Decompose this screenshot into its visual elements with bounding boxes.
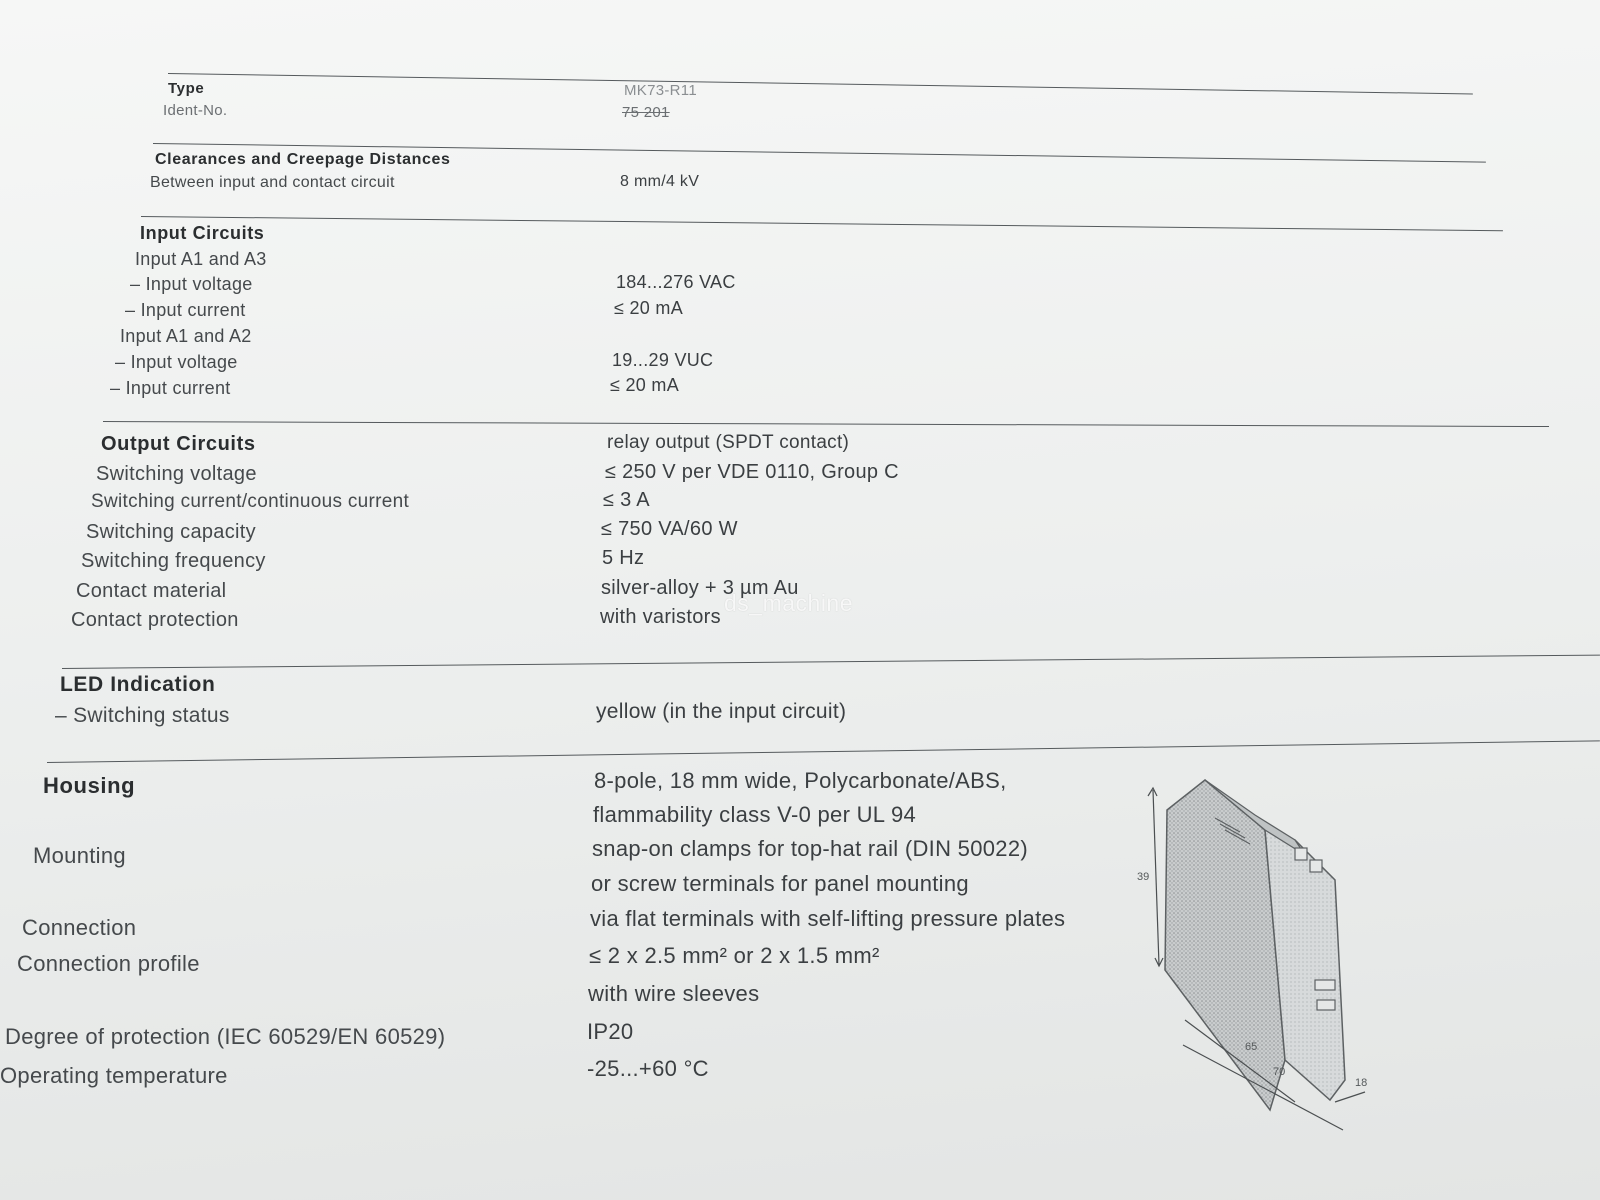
type-label: Type bbox=[168, 80, 205, 97]
output-row-value: with varistors bbox=[600, 606, 721, 628]
output-heading: Output Circuits bbox=[101, 433, 256, 455]
dim-height-line bbox=[1153, 790, 1159, 965]
dim-depth-inner-label: 65 bbox=[1245, 1041, 1258, 1053]
output-row-label: Switching capacity bbox=[86, 521, 256, 543]
mounting-value-1: snap-on clamps for top-hat rail (DIN 50022) bbox=[592, 836, 1028, 861]
divider-housing bbox=[47, 740, 1600, 763]
protection-value: IP20 bbox=[587, 1019, 634, 1044]
divider-output bbox=[103, 421, 1549, 427]
input-group1-label: Input A1 and A3 bbox=[135, 249, 267, 269]
output-row-label: Switching voltage bbox=[96, 463, 257, 485]
input-group2-current-label: – Input current bbox=[110, 378, 231, 398]
input-group1-voltage-value: 184...276 VAC bbox=[616, 272, 736, 292]
connection-profile-value-2: with wire sleeves bbox=[588, 981, 760, 1006]
output-row-value: ≤ 3 A bbox=[603, 489, 650, 511]
output-row-value: silver-alloy + 3 µm Au bbox=[601, 577, 799, 599]
mounting-label: Mounting bbox=[33, 843, 126, 868]
connection-profile-label: Connection profile bbox=[17, 951, 200, 976]
output-row-value: 5 Hz bbox=[602, 547, 645, 569]
input-heading: Input Circuits bbox=[140, 223, 265, 243]
protection-label: Degree of protection (IEC 60529/EN 60529) bbox=[5, 1024, 446, 1049]
input-group2-current-value: ≤ 20 mA bbox=[610, 375, 680, 395]
housing-value-1: 8-pole, 18 mm wide, Polycarbonate/ABS, bbox=[594, 768, 1007, 793]
clearances-row-label: Between input and contact circuit bbox=[150, 174, 395, 191]
housing-dimension-drawing bbox=[1137, 780, 1405, 1140]
output-row-value: ≤ 250 V per VDE 0110, Group C bbox=[605, 461, 899, 483]
temperature-label: Operating temperature bbox=[0, 1063, 228, 1088]
output-row-label: Contact protection bbox=[71, 609, 239, 631]
led-row-value: yellow (in the input circuit) bbox=[596, 700, 847, 723]
housing-value-2: flammability class V-0 per UL 94 bbox=[593, 802, 917, 827]
divider-led bbox=[62, 655, 1600, 669]
divider-top bbox=[168, 73, 1473, 94]
input-group2-label: Input A1 and A2 bbox=[120, 326, 252, 346]
ident-value: 75 201 bbox=[622, 104, 670, 121]
input-group1-current-label: – Input current bbox=[125, 300, 246, 320]
housing-heading: Housing bbox=[43, 773, 136, 798]
input-group2-voltage-label: – Input voltage bbox=[115, 352, 238, 372]
connection-label: Connection bbox=[22, 915, 137, 940]
dim-depth-outer-label: 70 bbox=[1273, 1066, 1286, 1078]
mounting-value-2: or screw terminals for panel mounting bbox=[591, 871, 969, 896]
output-row-label: Switching frequency bbox=[81, 550, 266, 572]
dim-height-label: 39 bbox=[1137, 871, 1150, 883]
ident-label: Ident-No. bbox=[163, 102, 228, 119]
connection-value: via flat terminals with self-lifting pressure plates bbox=[590, 906, 1066, 931]
led-row-label: – Switching status bbox=[55, 704, 230, 727]
watermark: ds_machine bbox=[724, 590, 854, 616]
temperature-value: -25...+60 °C bbox=[587, 1056, 709, 1081]
clearances-row-value: 8 mm/4 kV bbox=[620, 173, 700, 190]
clearances-heading: Clearances and Creepage Distances bbox=[155, 151, 451, 168]
dim-width-label: 18 bbox=[1355, 1077, 1368, 1089]
input-group1-current-value: ≤ 20 mA bbox=[614, 298, 684, 318]
output-heading-value: relay output (SPDT contact) bbox=[607, 432, 850, 453]
output-row-value: ≤ 750 VA/60 W bbox=[601, 518, 738, 540]
led-heading: LED Indication bbox=[60, 673, 216, 696]
output-row-label: Switching current/continuous current bbox=[91, 491, 410, 512]
divider-input bbox=[141, 216, 1503, 231]
input-group2-voltage-value: 19...29 VUC bbox=[612, 350, 714, 370]
type-value: MK73-R11 bbox=[624, 82, 697, 99]
output-row-label: Contact material bbox=[76, 580, 227, 602]
connection-profile-value-1: ≤ 2 x 2.5 mm² or 2 x 1.5 mm² bbox=[589, 943, 880, 968]
input-group1-voltage-label: – Input voltage bbox=[130, 274, 253, 294]
